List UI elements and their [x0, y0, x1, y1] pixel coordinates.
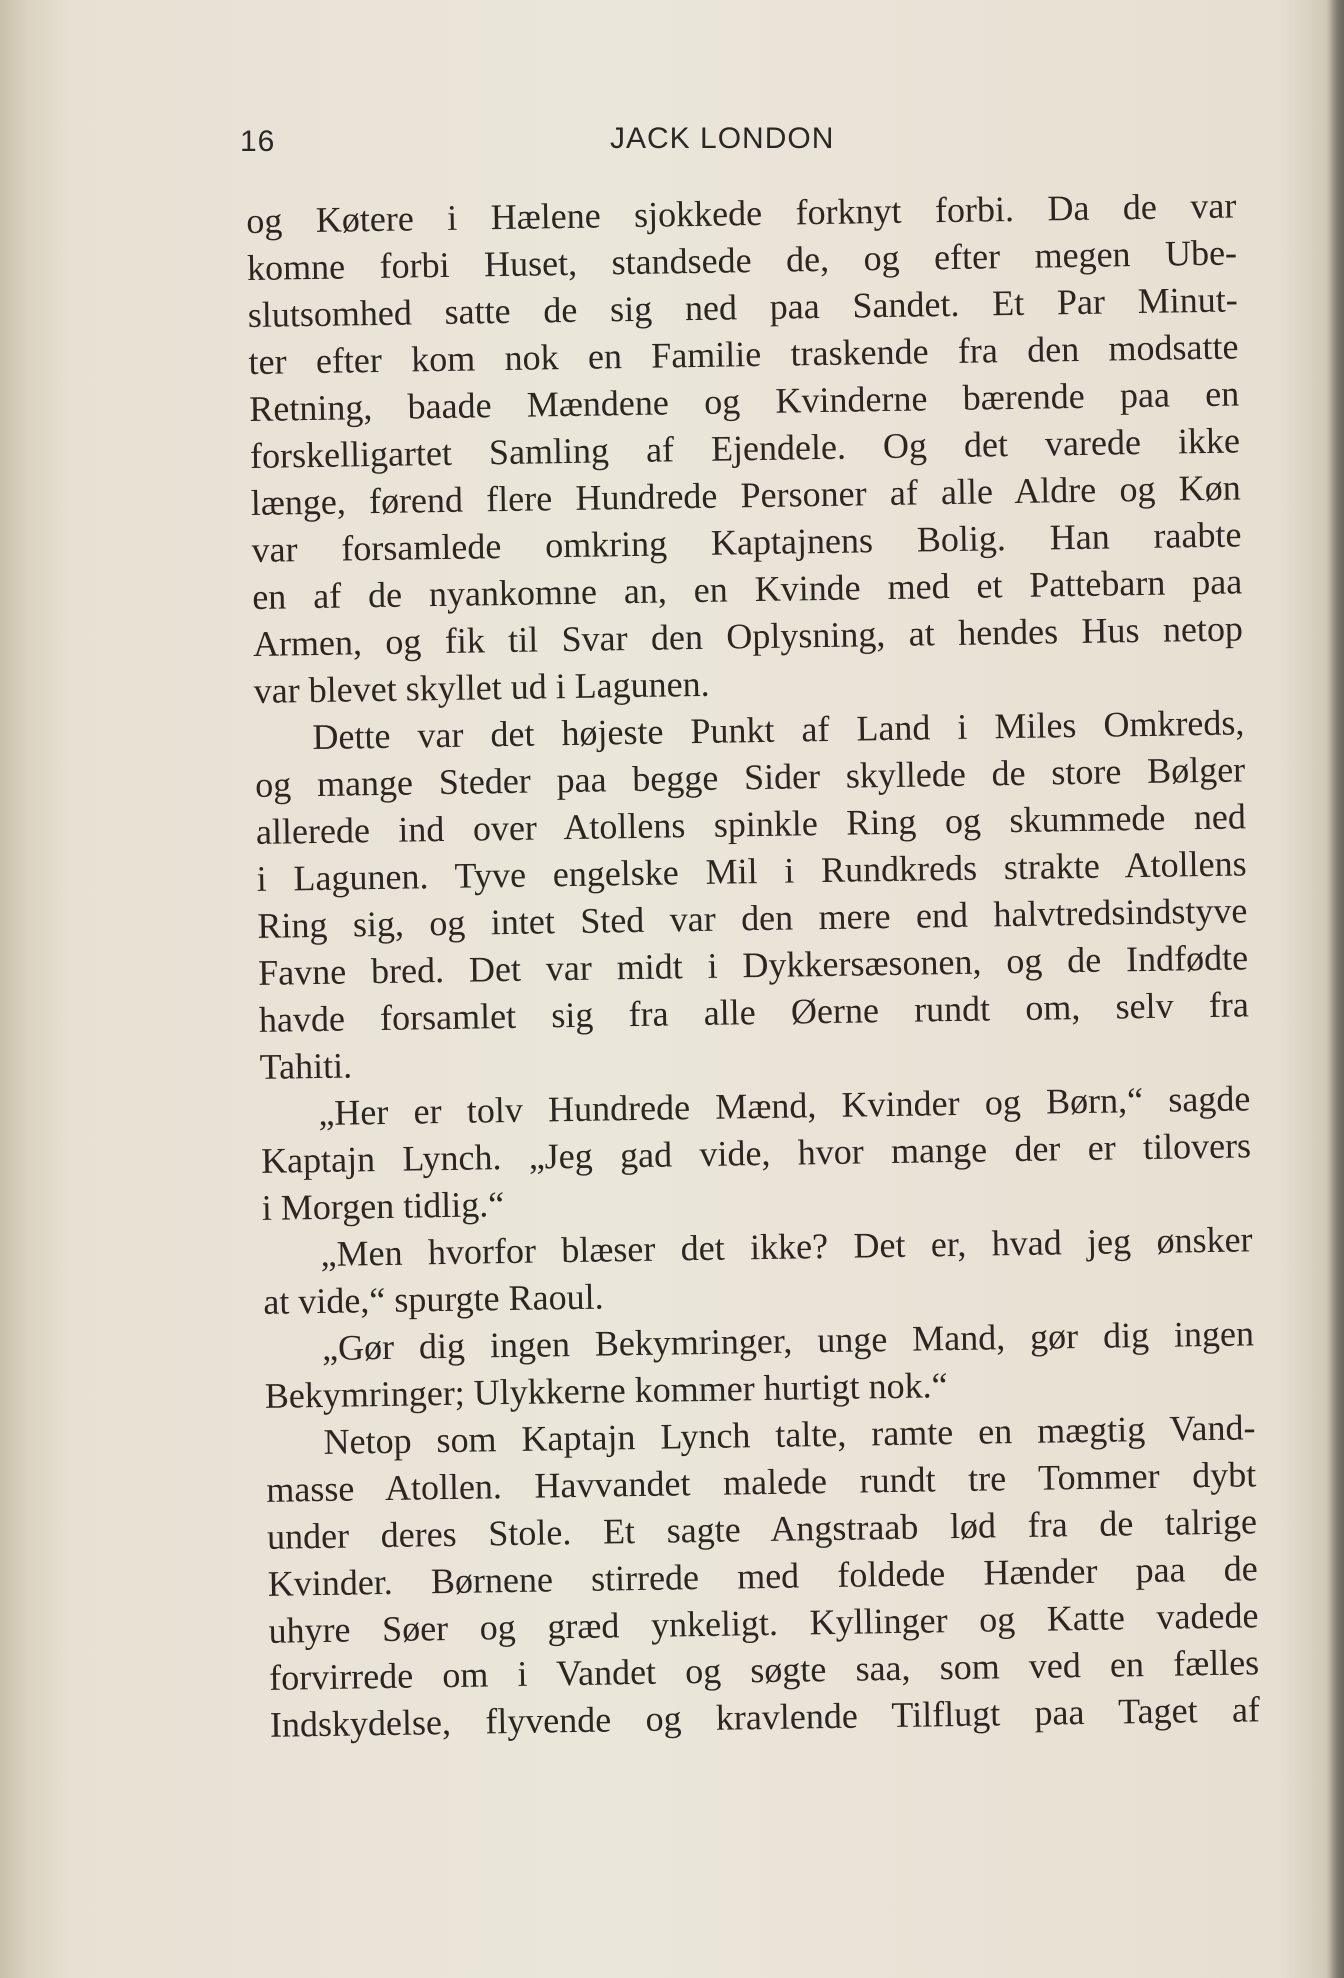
text-line: og Køtere i Hælene sjokkede forknyt forbi. Da de var — [246, 185, 1237, 241]
text-line: og mange Steder paa begge Sider skyllede de store Bølger — [254, 749, 1246, 805]
text-line: Kaptajn Lynch. „Jeg gad vide, hvor mange der er tilovers — [260, 1125, 1252, 1181]
text-line: masse Atollen. Havvandet malede rundt tre Tommer dybt — [265, 1454, 1257, 1510]
page-edge-shadow — [1326, 0, 1344, 1978]
text-line: Armen, og fik til Svar den Oplysning, at hendes Hus netop — [252, 608, 1244, 664]
text-line: at vide,“ spurgte Raoul. — [263, 1276, 604, 1322]
text-line: allerede ind over Atollens spinkle Ring og skummede ned — [255, 796, 1247, 852]
body-text — [246, 182, 1260, 1748]
text-line: Tahiti. — [259, 1045, 353, 1087]
text-line: Bekymringer; Ulykkerne kommer hurtigt nok.“ — [264, 1365, 948, 1416]
paragraph-first-line: Dette var det højeste Punkt af Land i Miles Omkreds, — [312, 702, 1245, 758]
paragraph-first-line: „Gør dig ingen Bekymringer, unge Mand, gør dig ingen — [321, 1313, 1255, 1368]
paragraph-first-line: Netop som Kaptajn Lynch talte, ramte en mægtig Vand- — [323, 1407, 1256, 1462]
text-line: i Morgen tidlig.“ — [261, 1184, 505, 1228]
text-line: Kvinder. Børnene stirrede med foldede Hænder paa de — [267, 1548, 1258, 1604]
text-line: Ring sig, og intet Sted var den mere end halvtredsindstyve — [257, 890, 1248, 946]
paragraph-first-line: „Her er tolv Hundrede Mænd, Kvinder og Børn,“ sagde — [318, 1078, 1251, 1133]
text-line: Indskydelse, flyvende og kravlende Tilflugt paa Taget af — [269, 1689, 1261, 1745]
text-line: en af de nyankomne an, en Kvinde med et Pattebarn paa — [251, 561, 1243, 617]
page-number: 16 — [240, 125, 276, 158]
text-line: uhyre Søer og græd ynkeligt. Kyllinger og Katte vadede — [268, 1595, 1259, 1651]
text-line: komne forbi Huset, standsede de, og efter megen Ube- — [246, 232, 1238, 288]
paragraph-first-line: „Men hvorfor blæser det ikke? Det er, hvad jeg ønsker — [320, 1219, 1253, 1274]
text-line: Favne bred. Det var midt i Dykkersæsonen, og de Indfødte — [257, 937, 1249, 993]
text-line: var forsamlede omkring Kaptajnens Bolig. Han raabte — [251, 514, 1242, 570]
text-line: slutsomhed satte de sig ned paa Sandet. Et Par Minut- — [247, 279, 1239, 335]
text-line: forskelligartet Samling af Ejendele. Og det varede ikke — [249, 420, 1241, 476]
text-line: længe, førend flere Hundrede Personer af alle Aldre og Køn — [250, 467, 1241, 523]
text-line: i Lagunen. Tyve engelske Mil i Rundkreds strakte Atollens — [256, 843, 1247, 899]
running-head: JACK LONDON — [610, 122, 835, 155]
text-line: Retning, baade Mændene og Kvinderne bærende paa en — [249, 373, 1240, 429]
text-line: forvirrede om i Vandet og søgte saa, som ved en fælles — [268, 1642, 1260, 1698]
text-line: under deres Stole. Et sagte Angstraab lød fra de talrige — [266, 1501, 1258, 1557]
text-line: ter efter kom nok en Familie traskende fra den modsatte — [248, 326, 1239, 382]
text-line: var blevet skyllet ud i Lagunen. — [253, 663, 710, 711]
text-line: havde forsamlet sig fra alle Øerne rundt om, selv fra — [258, 984, 1250, 1040]
page-header — [240, 122, 1240, 165]
page-gutter-shadow — [0, 0, 70, 1978]
